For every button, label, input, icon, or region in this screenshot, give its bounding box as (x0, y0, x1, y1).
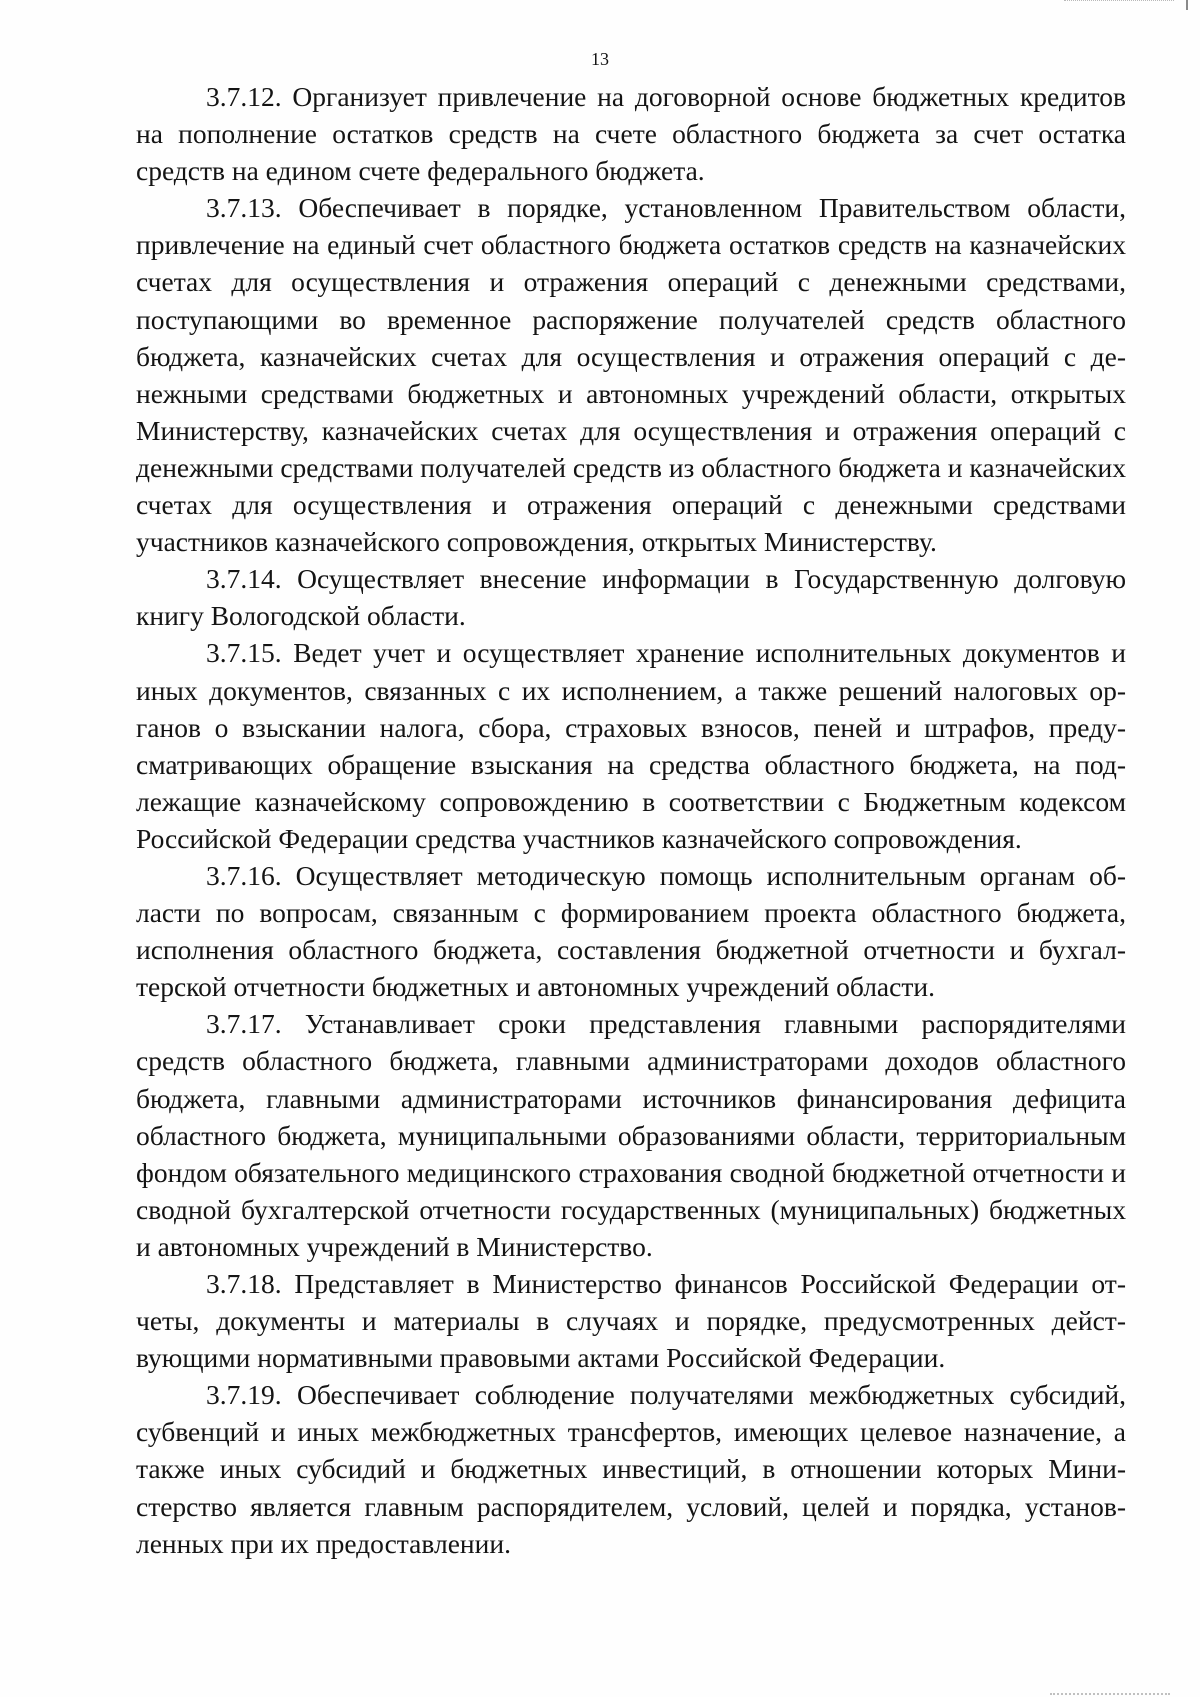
paragraph-3-7-14: 3.7.14. Осуществляет внесение информации в Государственную долговую книгу Вологодской области. (136, 563, 1126, 632)
paragraph-3-7-12: 3.7.12. Организует привлечение на договорной основе бюджетных кредитов на пополнение остатков средств на счете областного бюджета за счет остатка средств на едином счете федерального бюджета. (136, 81, 1126, 187)
paragraph-3-7-17: 3.7.17. Устанавливает сроки представления главными распорядителями средств областного бюджета, главными администраторами доходов областного бюджета, главными администраторами источников финансирования дефицита областного бюджета, муниципальными образованиями области, территориальным фондом обязательного медицинского страхования сводной бюджетной отчетности и сводной бухгалтерской отчетности государственных (муниципальных) бюджетных и автономных учреждений в Министерство. (136, 1008, 1126, 1262)
paragraph-3-7-18: 3.7.18. Представляет в Министерство финансов Российской Федерации отчеты, документы и материалы в случаях и порядке, предусмотренных действующими нормативными правовыми актами Российской Федерации. (136, 1268, 1126, 1374)
scan-artifact-top (1064, 0, 1174, 7)
paragraph-3-7-19: 3.7.19. Обеспечивает соблюдение получателями межбюджетных субсидий, субвенций и иных межбюджетных трансфертов, имеющих целевое назначение, а также иных субсидий и бюджетных инвестиций, в отношении которых Министерство является главным распорядителем, условий, целей и порядка, установленных при их предоставлении. (136, 1379, 1126, 1559)
page-number: 13 (591, 49, 609, 69)
scan-tick-mark (1186, 0, 1188, 10)
paragraph-3-7-15: 3.7.15. Ведет учет и осуществляет хранение исполнительных документов и иных документов, связанных с их исполнением, а также решений налоговых органов о взыскании налога, сбора, страховых взносов, пеней и штрафов, предусматривающих обращение взыскания на средства областного бюджета, на подлежащие казначейскому сопровождению в соответствии с Бюджетным кодексом Российской Федерации средства участников казначейского сопровождения. (136, 637, 1126, 854)
paragraph-3-7-16: 3.7.16. Осуществляет методическую помощь исполнительным органам области по вопросам, связанным с формированием проекта областного бюджета, исполнения областного бюджета, составления бюджетной отчетности и бухгалтерской отчетности бюджетных и автономных учреждений области. (136, 859, 1126, 1003)
scan-artifact-bottom (1050, 1689, 1170, 1695)
paragraph-3-7-13: 3.7.13. Обеспечивает в порядке, установленном Правительством области, привлечение на единый счет областного бюджета остатков средств на казначейских счетах для осуществления и отражения операций с денежными средствами, поступающими во временное распоряжение получателей средств областного бюджета, казначейских счетах для осуществления и отражения операций с денежными средствами бюджетных и автономных учреждений области, открытых Министерству, казначейских счетах для осуществления и отражения операций с денежными средствами получателей средств из областного бюджета и казначейских счетах для осуществления и отражения операций с денежными средствами участников казначейского сопровождения, открытых Министерству. (136, 192, 1126, 558)
document-body (136, 78, 1126, 1562)
